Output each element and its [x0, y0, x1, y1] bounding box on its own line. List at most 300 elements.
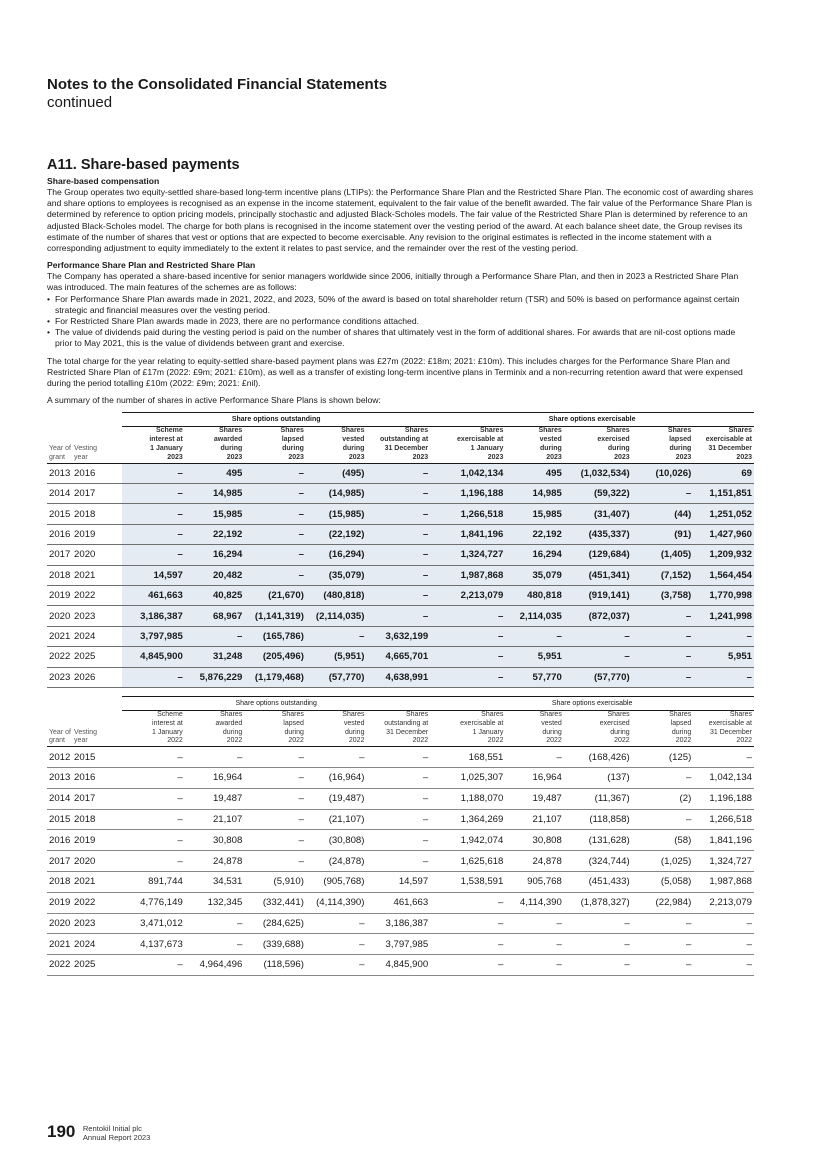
- column-header-line: outstanding at: [384, 719, 429, 727]
- table-cell: 2024: [72, 626, 122, 646]
- table-cell: –: [244, 524, 306, 544]
- table-cell: 2021: [47, 934, 72, 955]
- table-cell: 2014: [47, 788, 72, 809]
- column-header-line: during: [282, 445, 304, 453]
- table-cell: –: [632, 626, 694, 646]
- column-header-line: Shares: [667, 427, 692, 435]
- column-header-line: during: [671, 728, 692, 736]
- table-cell: –: [366, 565, 430, 585]
- column-header-line: during: [610, 728, 630, 736]
- table-cell: 2023: [72, 606, 122, 626]
- table-cell: 2023: [47, 667, 72, 687]
- table-row: [47, 788, 754, 809]
- table-cell: 24,878: [505, 851, 563, 872]
- table-cell: 14,597: [122, 565, 185, 585]
- column-header: [72, 710, 122, 746]
- column-header-line: vested: [541, 719, 562, 727]
- table-cell: 1,209,932: [693, 545, 754, 565]
- table-row: [47, 545, 754, 565]
- table-row: [47, 934, 754, 955]
- table-cell: (57,770): [306, 667, 367, 687]
- table-cell: (35,079): [306, 565, 367, 585]
- table-cell: 16,294: [185, 545, 245, 565]
- column-header-line: 2023: [412, 453, 429, 461]
- table-cell: (5,951): [306, 647, 367, 667]
- table-cell: 3,186,387: [122, 606, 185, 626]
- column-header-line: vested: [343, 719, 365, 727]
- table-cell: 2021: [47, 626, 72, 646]
- table-cell: 22,192: [185, 524, 245, 544]
- table-cell: (44): [632, 504, 694, 524]
- table-cell: 2014: [47, 484, 72, 504]
- table-cell: –: [185, 934, 245, 955]
- table-cell: 1,042,134: [693, 767, 754, 788]
- table-cell: 2015: [72, 747, 122, 768]
- table-cell: 16,964: [505, 767, 563, 788]
- table-cell: 2019: [72, 524, 122, 544]
- table-cell: 2018: [72, 809, 122, 830]
- table-cell: –: [505, 955, 563, 976]
- table-cell: 1,841,196: [693, 830, 754, 851]
- column-header-line: 1 January: [472, 728, 504, 736]
- column-header-line: Shares: [281, 710, 304, 718]
- column-header-line: exercisable at: [705, 436, 752, 444]
- column-header-line: Scheme: [157, 710, 183, 718]
- table-cell: (16,964): [306, 767, 367, 788]
- column-header-line: Shares: [728, 427, 752, 435]
- table-cell: –: [306, 626, 367, 646]
- table-cell: (919,141): [564, 585, 632, 605]
- table-cell: –: [430, 913, 505, 934]
- table-cell: (2): [632, 788, 694, 809]
- table-cell: –: [564, 955, 632, 976]
- table-cell: (31,407): [564, 504, 632, 524]
- table-cell: (4,114,390): [306, 892, 367, 913]
- table-cell: –: [366, 585, 430, 605]
- column-header-line: grant: [49, 737, 65, 745]
- column-header-line: exercisable at: [460, 719, 504, 727]
- column-header-line: Vesting: [74, 445, 98, 453]
- column-header-line: 31 December: [709, 728, 752, 736]
- table-cell: 2013: [47, 767, 72, 788]
- table-cell: 2018: [47, 871, 72, 892]
- table-cell: (1,141,319): [244, 606, 306, 626]
- table-cell: 35,079: [505, 565, 563, 585]
- table-cell: –: [122, 788, 185, 809]
- table-cell: (10,026): [632, 463, 694, 483]
- table-row: [47, 747, 754, 768]
- table-cell: 2020: [72, 545, 122, 565]
- column-header-line: during: [342, 445, 365, 453]
- table-cell: (58): [632, 830, 694, 851]
- table-cell: –: [306, 913, 367, 934]
- table-cell: (168,426): [564, 747, 632, 768]
- table-cell: –: [366, 545, 430, 565]
- table-row: [47, 647, 754, 667]
- column-header: [47, 427, 72, 463]
- table-cell: 461,663: [366, 892, 430, 913]
- table-cell: 461,663: [122, 585, 185, 605]
- table-cell: (872,037): [564, 606, 632, 626]
- column-header: [122, 710, 185, 746]
- table-cell: –: [366, 504, 430, 524]
- table-cell: –: [122, 667, 185, 687]
- table-cell: 1,364,269: [430, 809, 505, 830]
- column-header-line: grant: [49, 453, 65, 461]
- group-header-exercisable: Share options exercisable: [430, 413, 754, 427]
- table-cell: (24,878): [306, 851, 367, 872]
- column-header-line: Shares: [404, 427, 429, 435]
- column-header-line: Shares: [406, 710, 429, 718]
- table-cell: 40,825: [185, 585, 245, 605]
- paragraph-compensation: The Group operates two equity-settled share-based long-term incentive plans (LTIPs): the Performance Share Plan and the Restricted Share Plan. The economic cost of awarding shares and share options to employees is recognised as an expense in the income statement, equivalent to the fair value of the benefit awarded. The fair value of the Performance Share Plan is determined by reference to option pricing models, principally stochastic and adjusted Black-Scholes models. The fair value of the Restricted Share Plan is determined by reference to an adjusted Black-Scholes model. The charge for both plans is recognised in the income statement over the vesting period of the award. At each balance sheet date, the Group revises its estimate of the number of shares that vest or options that are expected to become exercisable. Any revision to the original estimates is reflected in the income statement with a corresponding adjustment to equity immediately to the extent it relates to past service, and the remainder over the rest of the vesting period.: [47, 187, 754, 254]
- table-cell: –: [122, 504, 185, 524]
- table-cell: (2,114,035): [306, 606, 367, 626]
- table-row: [47, 585, 754, 605]
- table-cell: –: [632, 667, 694, 687]
- page-subtitle: continued: [47, 94, 113, 111]
- table-cell: (1,025): [632, 851, 694, 872]
- column-header-line: Shares: [729, 710, 752, 718]
- table-cell: 4,638,991: [366, 667, 430, 687]
- table-row: [47, 892, 754, 913]
- column-header: [366, 427, 430, 463]
- table-cell: –: [122, 524, 185, 544]
- column-header-line: Shares: [341, 427, 365, 435]
- table-cell: –: [505, 626, 563, 646]
- table-cell: –: [122, 767, 185, 788]
- table-cell: 1,841,196: [430, 524, 505, 544]
- group-header-exercisable: Share options exercisable: [430, 696, 754, 710]
- column-header-line: exercised: [599, 719, 630, 727]
- table-cell: 2016: [47, 830, 72, 851]
- table-cell: –: [366, 851, 430, 872]
- column-header-line: 2022: [487, 737, 504, 745]
- table-cell: –: [122, 545, 185, 565]
- table-row: [47, 565, 754, 585]
- column-header-line: lapsed: [283, 719, 304, 727]
- column-header: [306, 427, 367, 463]
- table-cell: –: [693, 667, 754, 687]
- group-header-outstanding: Share options outstanding: [122, 413, 430, 427]
- table-cell: 2,114,035: [505, 606, 563, 626]
- table-cell: (19,487): [306, 788, 367, 809]
- column-header-line: Shares: [280, 427, 304, 435]
- table-cell: –: [244, 830, 306, 851]
- column-header: [505, 710, 563, 746]
- table-cell: –: [505, 747, 563, 768]
- table-cell: 4,845,900: [122, 647, 185, 667]
- column-header-line: during: [220, 445, 243, 453]
- table-cell: (125): [632, 747, 694, 768]
- table-cell: 2016: [47, 524, 72, 544]
- column-header: [632, 427, 694, 463]
- table-cell: 16,294: [505, 545, 563, 565]
- column-header-row: [47, 427, 754, 463]
- table-cell: 15,985: [505, 504, 563, 524]
- table-cell: 2017: [47, 545, 72, 565]
- column-header-line: during: [540, 445, 562, 453]
- section-title: A11. Share-based payments: [47, 157, 240, 173]
- table-cell: 2013: [47, 463, 72, 483]
- table-cell: –: [122, 955, 185, 976]
- table-cell: –: [430, 667, 505, 687]
- table-cell: 1,987,868: [430, 565, 505, 585]
- column-header-line: 2022: [736, 737, 752, 745]
- column-header-line: 2023: [288, 453, 304, 461]
- table-cell: –: [366, 524, 430, 544]
- table-cell: 132,345: [185, 892, 245, 913]
- table-row: [47, 767, 754, 788]
- page-number: 190: [47, 1122, 76, 1141]
- table-cell: 2019: [47, 585, 72, 605]
- table-cell: (165,786): [244, 626, 306, 646]
- table-cell: 2020: [47, 606, 72, 626]
- column-header-line: Shares: [481, 710, 504, 718]
- table-cell: (451,433): [564, 871, 632, 892]
- column-header-line: 31 December: [386, 728, 429, 736]
- table-row: [47, 809, 754, 830]
- table-cell: (22,984): [632, 892, 694, 913]
- table-cell: –: [306, 747, 367, 768]
- table-cell: (339,688): [244, 934, 306, 955]
- table-cell: –: [244, 747, 306, 768]
- table-cell: 5,951: [505, 647, 563, 667]
- table-cell: 4,776,149: [122, 892, 185, 913]
- column-header-line: 2023: [546, 453, 562, 461]
- table-cell: –: [632, 484, 694, 504]
- table-cell: (5,910): [244, 871, 306, 892]
- table-cell: 14,985: [505, 484, 563, 504]
- table-cell: –: [564, 913, 632, 934]
- table-cell: 2022: [72, 892, 122, 913]
- table-cell: 30,808: [505, 830, 563, 851]
- table-cell: 891,744: [122, 871, 185, 892]
- table-cell: –: [693, 626, 754, 646]
- table-cell: (30,808): [306, 830, 367, 851]
- paragraph-total-charge: The total charge for the year relating to equity-settled share-based payment plans was £27m (2022: £18m; 2021: £10m). This includes charges for the Performance Share Plan and Restricted Share Plan of £17m (2022: £9m; 2021: £10m), as well as a transfer of existing long-term incentive plans in Terminix and a non-recurring retention award that were expensed during the period totalling £10m (2022: £9m; 2021: £nil).: [47, 355, 743, 389]
- table-row: [47, 606, 754, 626]
- table-cell: (480,818): [306, 585, 367, 605]
- table-cell: 68,967: [185, 606, 245, 626]
- table-cell: –: [564, 647, 632, 667]
- table-cell: –: [366, 767, 430, 788]
- table-cell: 168,551: [430, 747, 505, 768]
- table-cell: 16,964: [185, 767, 245, 788]
- table-cell: 2,213,079: [693, 892, 754, 913]
- table-cell: –: [366, 463, 430, 483]
- column-header-line: exercised: [597, 436, 630, 444]
- table-cell: 1,324,727: [430, 545, 505, 565]
- table-cell: 19,487: [185, 788, 245, 809]
- column-header-line: 1 January: [150, 445, 183, 453]
- table-row: [47, 484, 754, 504]
- column-header-line: 1 January: [152, 728, 183, 736]
- table-cell: –: [366, 809, 430, 830]
- table-row: [47, 504, 754, 524]
- column-header-line: 2023: [614, 453, 630, 461]
- table-cell: –: [430, 892, 505, 913]
- table-cell: 2022: [47, 955, 72, 976]
- table-cell: –: [430, 606, 505, 626]
- group-header-outstanding: Share options outstanding: [122, 696, 430, 710]
- table-cell: 1,538,591: [430, 871, 505, 892]
- table-cell: –: [244, 504, 306, 524]
- column-header-line: Shares: [218, 427, 243, 435]
- table-cell: –: [632, 934, 694, 955]
- table-cell: 3,632,199: [366, 626, 430, 646]
- table-cell: (118,858): [564, 809, 632, 830]
- table-cell: 20,482: [185, 565, 245, 585]
- table-cell: –: [564, 626, 632, 646]
- column-header-line: 2022: [614, 737, 630, 745]
- share-plan-table-2023: [47, 412, 754, 687]
- column-header: [244, 710, 306, 746]
- column-header-line: lapsed: [281, 436, 304, 444]
- column-header-line: Shares: [342, 710, 365, 718]
- column-header: [564, 427, 632, 463]
- column-header-line: 2023: [487, 453, 504, 461]
- feature-list: [47, 294, 754, 350]
- column-header-line: Shares: [479, 427, 504, 435]
- table-cell: (284,625): [244, 913, 306, 934]
- page-content: [47, 76, 754, 976]
- column-header: [72, 427, 122, 463]
- table-cell: –: [244, 565, 306, 585]
- table-cell: 1,042,134: [430, 463, 505, 483]
- table-cell: (21,107): [306, 809, 367, 830]
- column-header-line: Shares: [606, 427, 630, 435]
- table-cell: 4,665,701: [366, 647, 430, 667]
- table-cell: 2026: [72, 667, 122, 687]
- share-plan-table-2022: [47, 696, 754, 976]
- table-cell: –: [430, 647, 505, 667]
- column-header-line: outstanding at: [379, 436, 429, 444]
- table-cell: 1,196,188: [430, 484, 505, 504]
- table-cell: 3,471,012: [122, 913, 185, 934]
- column-header-line: exercisable at: [708, 719, 752, 727]
- column-header: [47, 710, 72, 746]
- column-header-row: [47, 710, 754, 746]
- column-header: [632, 710, 694, 746]
- table-cell: –: [632, 647, 694, 667]
- table-cell: 480,818: [505, 585, 563, 605]
- column-header-line: interest at: [152, 719, 183, 727]
- column-header-line: during: [222, 728, 243, 736]
- table-cell: 4,845,900: [366, 955, 430, 976]
- column-header-line: year: [74, 737, 88, 745]
- table-cell: 2020: [47, 913, 72, 934]
- table-cell: 2023: [72, 913, 122, 934]
- table-cell: 5,876,229: [185, 667, 245, 687]
- table-cell: (7,152): [632, 565, 694, 585]
- column-header-line: year: [74, 453, 88, 461]
- column-header-line: during: [345, 728, 365, 736]
- table-cell: 1,324,727: [693, 851, 754, 872]
- column-header-line: Shares: [607, 710, 630, 718]
- table-cell: 2015: [47, 504, 72, 524]
- table-cell: –: [693, 934, 754, 955]
- table-row: [47, 463, 754, 483]
- table-cell: –: [632, 606, 694, 626]
- table-cell: 2021: [72, 871, 122, 892]
- table-cell: 1,025,307: [430, 767, 505, 788]
- table-cell: 2018: [47, 565, 72, 585]
- table-cell: –: [564, 934, 632, 955]
- sub-heading-compensation: Share-based compensation: [47, 176, 160, 186]
- table-cell: –: [505, 934, 563, 955]
- column-header-line: 2023: [675, 453, 692, 461]
- table-cell: 1,770,998: [693, 585, 754, 605]
- column-header: [122, 427, 185, 463]
- column-header-line: during: [669, 445, 692, 453]
- column-header-line: vested: [342, 436, 365, 444]
- column-header-line: Shares: [220, 710, 243, 718]
- table-cell: 1,266,518: [693, 809, 754, 830]
- table-cell: 2022: [72, 585, 122, 605]
- table-cell: –: [693, 747, 754, 768]
- table-cell: (3,758): [632, 585, 694, 605]
- table-cell: –: [122, 747, 185, 768]
- column-header-line: interest at: [149, 436, 183, 444]
- table-cell: –: [244, 484, 306, 504]
- column-header-line: 2022: [412, 737, 429, 745]
- table-cell: –: [366, 747, 430, 768]
- column-header-line: during: [542, 728, 562, 736]
- column-header: [244, 427, 306, 463]
- table-cell: 3,797,985: [122, 626, 185, 646]
- table-cell: –: [306, 934, 367, 955]
- table-cell: –: [366, 830, 430, 851]
- column-header-line: 2022: [288, 737, 304, 745]
- column-header: [185, 710, 245, 746]
- column-header-line: Shares: [538, 427, 562, 435]
- column-header-line: awarded: [213, 436, 243, 444]
- table-cell: (118,596): [244, 955, 306, 976]
- column-header-line: Scheme: [155, 427, 183, 435]
- table-cell: 14,597: [366, 871, 430, 892]
- table-cell: 2017: [47, 851, 72, 872]
- table-cell: 15,985: [185, 504, 245, 524]
- table-cell: –: [185, 626, 245, 646]
- table-cell: 2022: [47, 647, 72, 667]
- table-cell: 2017: [72, 484, 122, 504]
- table-cell: 57,770: [505, 667, 563, 687]
- table-cell: –: [244, 767, 306, 788]
- column-header-line: 2022: [546, 737, 562, 745]
- table-cell: 22,192: [505, 524, 563, 544]
- column-header: [505, 427, 563, 463]
- table-cell: (332,441): [244, 892, 306, 913]
- column-header-line: lapsed: [669, 436, 692, 444]
- company-name: Rentokil Initial plc: [82, 1124, 142, 1133]
- table-cell: 2016: [72, 767, 122, 788]
- table-cell: 34,531: [185, 871, 245, 892]
- table-cell: 21,107: [185, 809, 245, 830]
- paragraph-summary-intro: A summary of the number of shares in active Performance Share Plans is shown below:: [47, 395, 381, 406]
- table-cell: 1,427,960: [693, 524, 754, 544]
- table-cell: –: [693, 913, 754, 934]
- table-cell: (205,496): [244, 647, 306, 667]
- table-cell: 495: [185, 463, 245, 483]
- table-cell: –: [122, 830, 185, 851]
- table-cell: 905,768: [505, 871, 563, 892]
- footer-company: [83, 1124, 151, 1142]
- column-header-line: 2022: [348, 737, 365, 745]
- column-header: [366, 710, 430, 746]
- sub-heading-plans: Performance Share Plan and Restricted Share Plan: [47, 260, 256, 271]
- table-cell: –: [632, 767, 694, 788]
